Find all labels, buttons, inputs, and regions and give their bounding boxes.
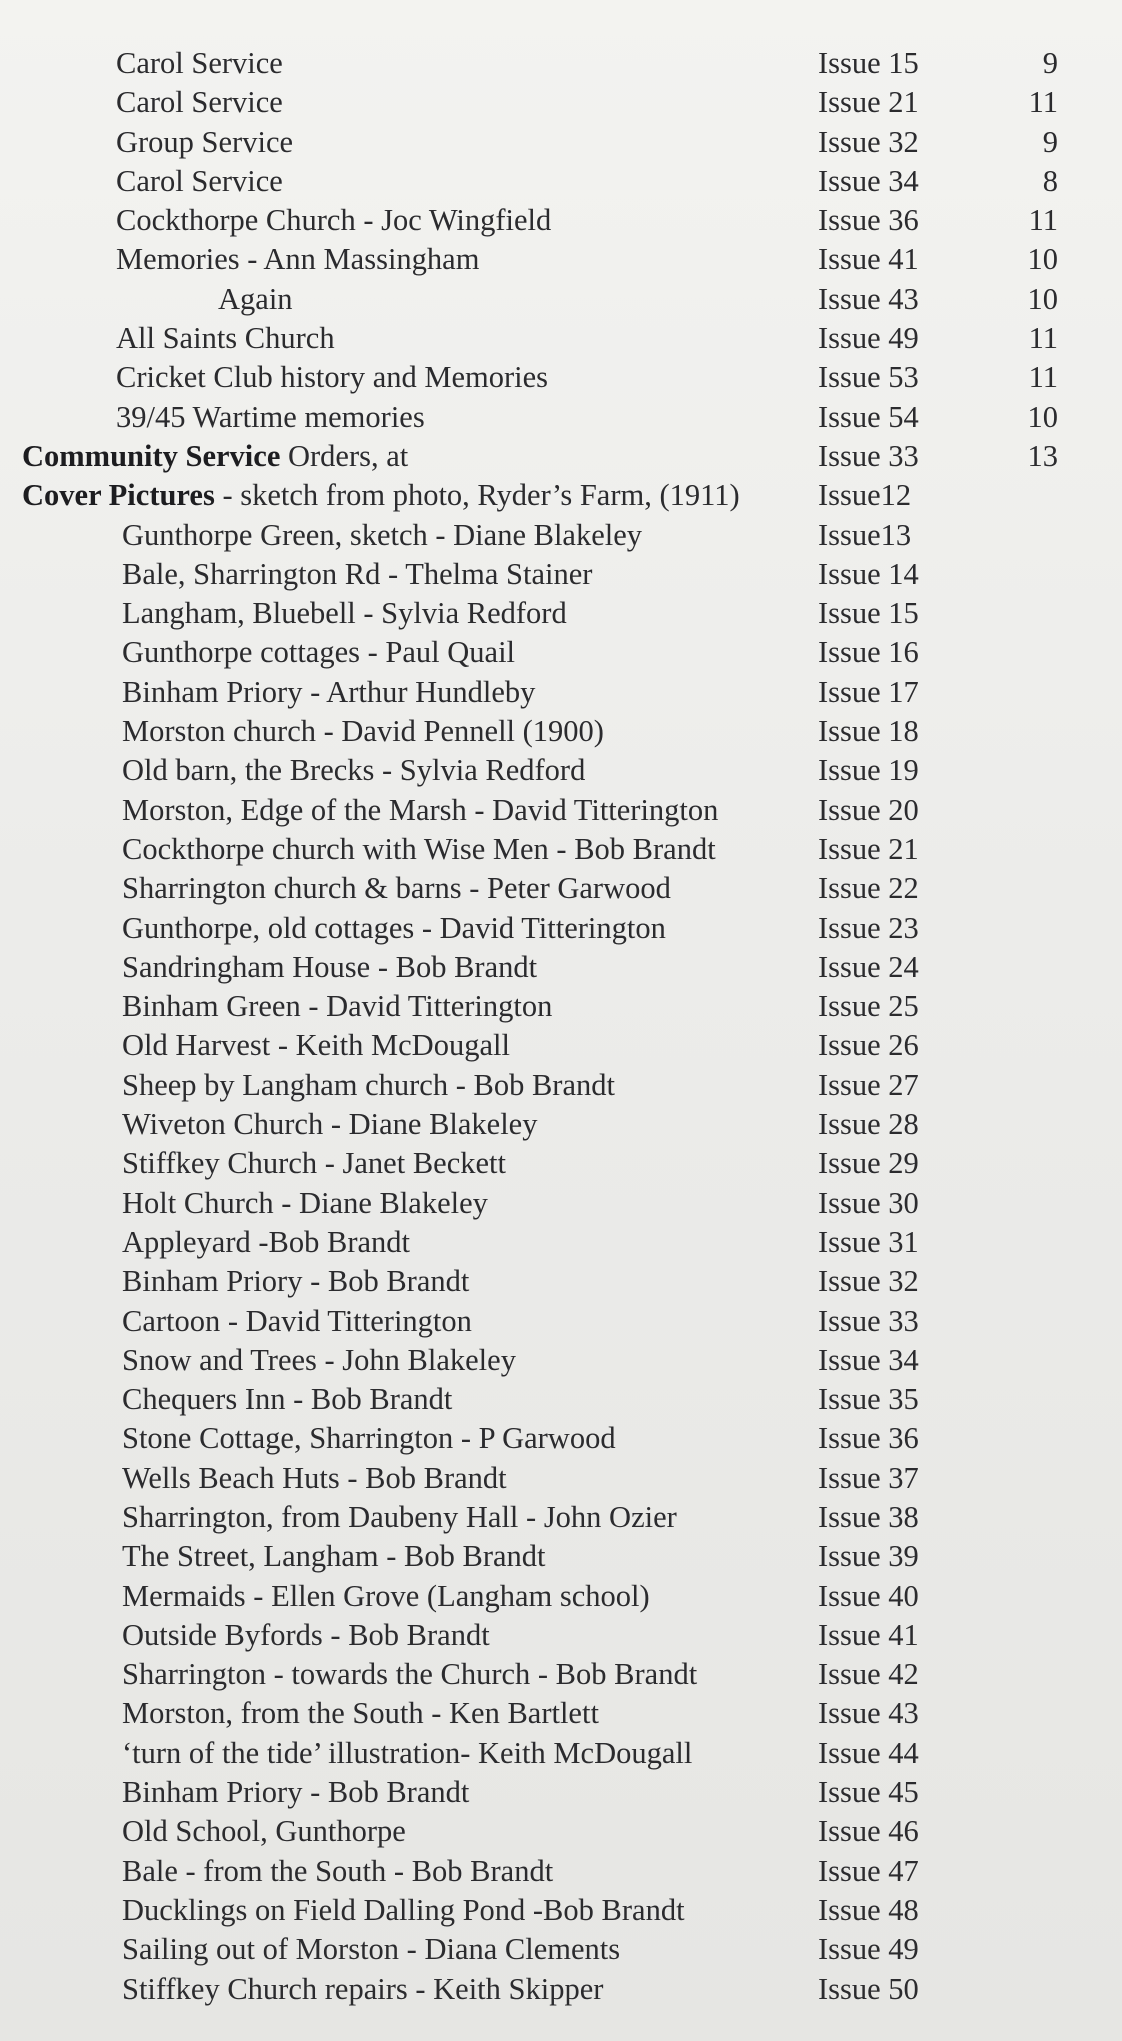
cover-row — [0, 1380, 1122, 1419]
cover-row — [0, 1812, 1122, 1851]
entry-issue: Issue 49 — [818, 321, 919, 356]
cover-issue: Issue 16 — [818, 635, 919, 670]
entry-page: 11 — [1028, 321, 1058, 356]
entry-page: 8 — [1042, 163, 1058, 198]
entry-issue: Issue 15 — [818, 46, 919, 80]
cover-title: Binham Priory - Bob Brandt — [122, 1775, 470, 1810]
cover-issue: Issue 28 — [818, 1107, 919, 1142]
cover-issue: Issue 17 — [818, 674, 919, 709]
cover-issue: Issue 32 — [818, 1264, 919, 1299]
cover-issue: Issue 27 — [818, 1067, 919, 1102]
cover-title: ‘turn of the tide’ illustration- Keith McDougall — [122, 1735, 693, 1770]
cover-row — [0, 1184, 1122, 1223]
cover-title: Stone Cottage, Sharrington - P Garwood — [122, 1421, 616, 1456]
entry-issue: Issue 53 — [818, 360, 919, 395]
cover-title: Sailing out of Morston - Diana Clements — [122, 1932, 621, 1967]
cover-row — [0, 1419, 1122, 1458]
cover-issue: Issue 35 — [818, 1382, 919, 1417]
index-list — [0, 44, 1122, 2009]
cover-title: Wiveton Church - Diane Blakeley — [122, 1107, 538, 1142]
entry-page: 10 — [1027, 399, 1058, 434]
entry-title: Memories - Ann Massingham — [116, 242, 480, 277]
cover-pictures-title — [22, 476, 740, 515]
cover-row — [0, 1026, 1122, 1065]
cover-pictures-rest: - sketch from photo, Ryder’s Farm, (1911) — [214, 478, 740, 513]
cover-issue: Issue 23 — [818, 910, 919, 945]
entry-issue: Issue 41 — [818, 242, 919, 277]
cover-title: Old Harvest - Keith McDougall — [122, 1028, 510, 1063]
entry-page: 11 — [1028, 360, 1058, 395]
cover-issue: Issue 18 — [818, 714, 919, 749]
index-row — [0, 123, 1122, 162]
cover-title: Appleyard -Bob Brandt — [122, 1224, 410, 1259]
cover-issue: Issue 49 — [818, 1932, 919, 1967]
entry-title: Cockthorpe Church - Joc Wingfield — [116, 203, 552, 238]
cover-title: Morston church - David Pennell (1900) — [122, 714, 604, 749]
cover-issue: Issue 39 — [818, 1539, 919, 1574]
cover-title: Sandringham House - Bob Brandt — [122, 949, 538, 984]
cover-row — [0, 594, 1122, 633]
entry-title: All Saints Church — [116, 321, 335, 356]
cover-row — [0, 555, 1122, 594]
cover-row — [0, 1734, 1122, 1773]
cover-title: Sheep by Langham church - Bob Brandt — [122, 1067, 615, 1102]
cover-issue: Issue 33 — [818, 1303, 919, 1338]
cover-issue: Issue 45 — [818, 1775, 919, 1810]
cover-issue: Issue 47 — [818, 1853, 919, 1888]
cover-issue: Issue 41 — [818, 1617, 919, 1652]
cover-title: Bale, Sharrington Rd - Thelma Stainer — [122, 556, 593, 591]
cover-row — [0, 1262, 1122, 1301]
entry-issue: Issue 36 — [818, 203, 919, 238]
cover-title: Cockthorpe church with Wise Men - Bob Brandt — [122, 831, 716, 866]
index-row — [0, 240, 1122, 279]
cover-row — [0, 1930, 1122, 1969]
entry-page: 11 — [1028, 85, 1058, 120]
cover-title: Mermaids - Ellen Grove (Langham school) — [122, 1578, 650, 1613]
index-row — [0, 398, 1122, 437]
cover-row — [0, 1537, 1122, 1576]
cover-issue: Issue 44 — [818, 1735, 919, 1770]
cover-title: Morston, from the South - Ken Bartlett — [122, 1696, 599, 1731]
entry-title: Again — [218, 281, 293, 316]
cover-title: Bale - from the South - Bob Brandt — [122, 1853, 554, 1888]
cover-pictures-heading: Cover Pictures — [22, 478, 215, 513]
cover-row — [0, 1066, 1122, 1105]
cover-row — [0, 830, 1122, 869]
cover-title: Gunthorpe Green, sketch - Diane Blakeley — [122, 517, 643, 552]
community-service-title — [22, 437, 408, 476]
entry-title: Carol Service — [116, 46, 283, 80]
entry-page: 10 — [1027, 281, 1058, 316]
cover-issue: Issue 38 — [818, 1499, 919, 1534]
cover-title: Old School, Gunthorpe — [122, 1814, 406, 1849]
cover-issue: Issue 48 — [818, 1892, 919, 1927]
cover-issue: Issue 34 — [818, 1342, 919, 1377]
entry-issue: Issue 32 — [818, 124, 919, 159]
cover-title: Sharrington - towards the Church - Bob Brandt — [122, 1657, 698, 1692]
cover-title: Old barn, the Brecks - Sylvia Redford — [122, 753, 586, 788]
cover-issue: Issue 21 — [818, 831, 919, 866]
cover-issue: Issue13 — [818, 517, 912, 552]
cover-title: Binham Priory - Bob Brandt — [122, 1264, 470, 1299]
cover-row — [0, 948, 1122, 987]
cover-title: Ducklings on Field Dalling Pond -Bob Brandt — [122, 1892, 685, 1927]
cover-issue: Issue 14 — [818, 556, 919, 591]
cover-row — [0, 673, 1122, 712]
cover-issue: Issue 30 — [818, 1185, 919, 1220]
cover-row — [0, 1498, 1122, 1537]
cover-title: Stiffkey Church repairs - Keith Skipper — [122, 1971, 604, 2006]
cover-issue: Issue 19 — [818, 753, 919, 788]
cover-title: Binham Priory - Arthur Hundleby — [122, 674, 536, 709]
community-service-heading: Community Service — [22, 438, 281, 473]
cover-title: The Street, Langham - Bob Brandt — [122, 1539, 546, 1574]
cover-issue: Issue 29 — [818, 1146, 919, 1181]
cover-row — [0, 1223, 1122, 1262]
entry-page: 13 — [1027, 438, 1058, 473]
cover-row — [0, 869, 1122, 908]
entry-title: Cricket Club history and Memories — [116, 360, 549, 395]
cover-issue: Issue 42 — [818, 1657, 919, 1692]
cover-row — [0, 751, 1122, 790]
index-row — [0, 162, 1122, 201]
index-row — [0, 201, 1122, 240]
cover-row — [0, 1773, 1122, 1812]
cover-issue: Issue 46 — [818, 1814, 919, 1849]
cover-issue: Issue 40 — [818, 1578, 919, 1613]
cover-row — [0, 712, 1122, 751]
cover-row — [0, 1616, 1122, 1655]
entry-title: Carol Service — [116, 85, 283, 120]
cover-row — [0, 791, 1122, 830]
cover-row — [0, 1852, 1122, 1891]
entry-issue: Issue 21 — [818, 85, 919, 120]
cover-title: Morston, Edge of the Marsh - David Titterington — [122, 792, 719, 827]
cover-title: Gunthorpe cottages - Paul Quail — [122, 635, 516, 670]
cover-issue: Issue 24 — [818, 949, 919, 984]
cover-title: Sharrington church & barns - Peter Garwood — [122, 871, 671, 906]
cover-title: Cartoon - David Titterington — [122, 1303, 472, 1338]
cover-issue: Issue 43 — [818, 1696, 919, 1731]
cover-title: Langham, Bluebell - Sylvia Redford — [122, 596, 567, 631]
cover-pictures-row — [0, 476, 1122, 515]
cover-title: Snow and Trees - John Blakeley — [122, 1342, 516, 1377]
entry-title: Group Service — [116, 124, 294, 159]
index-row — [0, 44, 1122, 83]
entry-title: Carol Service — [116, 163, 283, 198]
cover-row — [0, 1694, 1122, 1733]
cover-issue: Issue 15 — [818, 596, 919, 631]
cover-title: Wells Beach Huts - Bob Brandt — [122, 1460, 507, 1495]
cover-title: Holt Church - Diane Blakeley — [122, 1185, 488, 1220]
cover-title: Binham Green - David Titterington — [122, 989, 553, 1024]
cover-row — [0, 1577, 1122, 1616]
entry-issue: Issue 54 — [818, 399, 919, 434]
entry-page: 11 — [1028, 203, 1058, 238]
cover-row — [0, 1655, 1122, 1694]
index-row — [0, 358, 1122, 397]
index-row — [0, 280, 1122, 319]
cover-row — [0, 1459, 1122, 1498]
entry-issue: Issue 34 — [818, 163, 919, 198]
cover-issue: Issue 26 — [818, 1028, 919, 1063]
cover-row — [0, 516, 1122, 555]
community-service-row — [0, 437, 1122, 476]
cover-issue: Issue 37 — [818, 1460, 919, 1495]
cover-row — [0, 1891, 1122, 1930]
cover-issue: Issue 36 — [818, 1421, 919, 1456]
index-row — [0, 83, 1122, 122]
entry-title: 39/45 Wartime memories — [116, 399, 425, 434]
entry-page: 10 — [1027, 242, 1058, 277]
cover-issue: Issue 31 — [818, 1224, 919, 1259]
entry-issue: Issue 43 — [818, 281, 919, 316]
cover-row — [0, 1970, 1122, 2009]
entry-issue: Issue 33 — [818, 438, 919, 473]
cover-row — [0, 1144, 1122, 1183]
cover-row — [0, 1341, 1122, 1380]
cover-title: Outside Byfords - Bob Brandt — [122, 1617, 490, 1652]
entry-page: 9 — [1042, 124, 1058, 159]
cover-issue: Issue 25 — [818, 989, 919, 1024]
index-row — [0, 319, 1122, 358]
cover-row — [0, 1302, 1122, 1341]
cover-row — [0, 1105, 1122, 1144]
cover-issue: Issue 22 — [818, 871, 919, 906]
cover-row — [0, 633, 1122, 672]
cover-issue: Issue 20 — [818, 792, 919, 827]
entry-issue: Issue12 — [818, 478, 912, 513]
cover-title: Stiffkey Church - Janet Beckett — [122, 1146, 506, 1181]
cover-row — [0, 987, 1122, 1026]
community-service-rest: Orders, at — [280, 438, 409, 473]
cover-row — [0, 909, 1122, 948]
entry-page: 9 — [1042, 46, 1058, 80]
cover-title: Gunthorpe, old cottages - David Titterington — [122, 910, 666, 945]
cover-title: Chequers Inn - Bob Brandt — [122, 1382, 453, 1417]
cover-issue: Issue 50 — [818, 1971, 919, 2006]
cover-title: Sharrington, from Daubeny Hall - John Ozier — [122, 1499, 677, 1534]
